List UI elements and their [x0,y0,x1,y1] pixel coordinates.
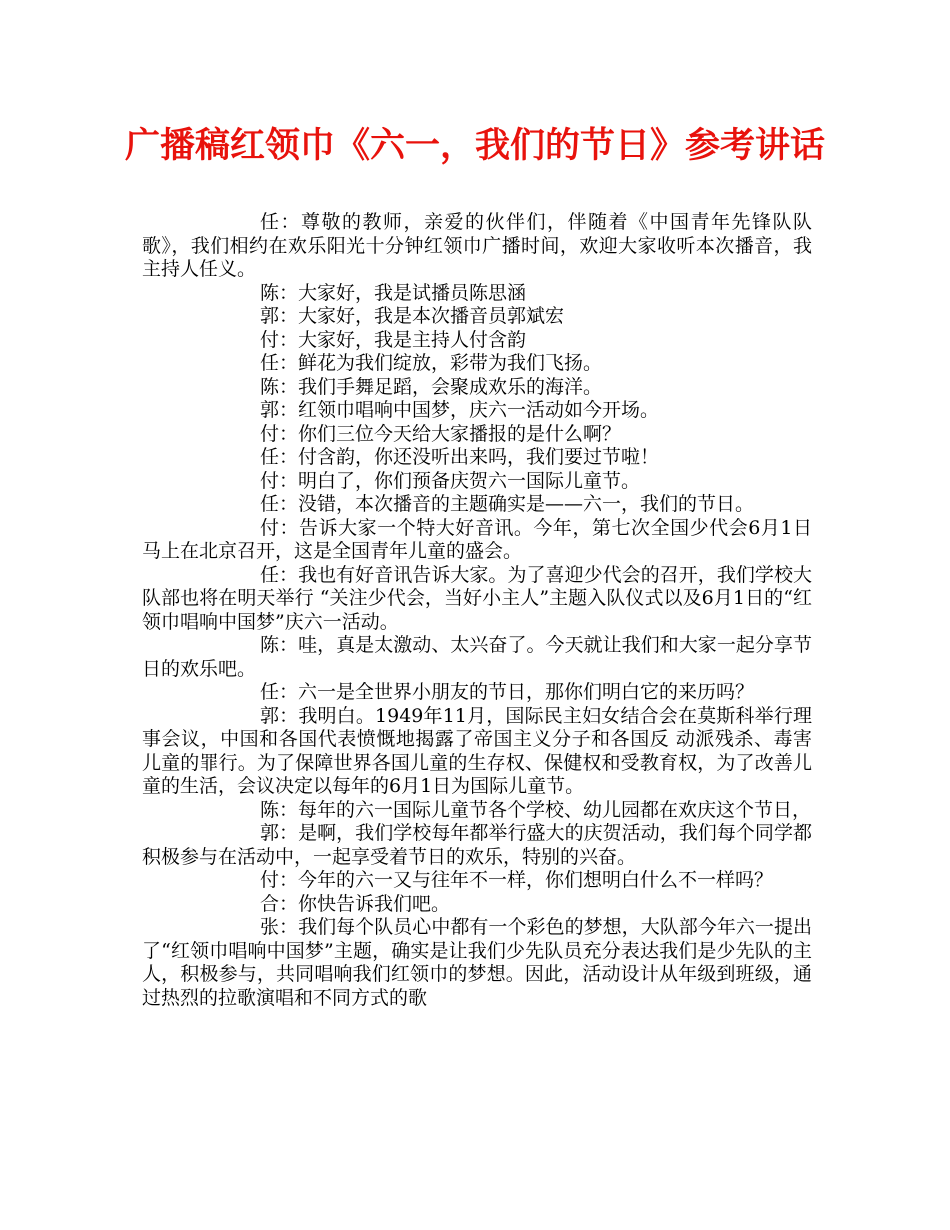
paragraph: 陈：大家好，我是试播员陈思涵 [260,281,527,304]
paragraph: 合：你快告诉我们吧。 [260,892,451,915]
paragraph: 任：尊敬的教师，亲爱的伙伴们，伴随着《中国青年先锋队队歌》，我们相约在欢乐阳光十分钟红领巾广播时间，欢迎大家收听本次播音，我主持人任义。 [142,211,812,280]
paragraph: 张：我们每个队员心中都有一个彩色的梦想，大队部今年六一提出了“红领巾唱响中国梦”主题，确实是让我们少先队员充分表达我们是少先队的主人，积极参与，共同唱响我们红领巾的梦想。因此，活动设计从年级到班级，通过热烈的拉歌演唱和不同方式的歌 [142,916,812,1009]
paragraph: 陈：哇，真是太激动、太兴奋了。今天就让我们和大家一起分享节日的欢乐吧。 [142,634,812,680]
paragraph: 郭：是啊，我们学校每年都举行盛大的庆贺活动，我们每个同学都积极参与在活动中，一起享受着节日的欢乐，特别的兴奋。 [142,822,812,868]
paragraph: 郭：我明白。1949年11月，国际民主妇女结合会在莫斯科举行理事会议，中国和各国代表愤慨地揭露了帝国主义分子和各国反 动派残杀、毒害儿童的罪行。为了保障世界各国儿童的生存权、保健权和受教育权，为了改善儿童的生活，会议决定以每年的6月1日为国际儿童节。 [142,704,812,797]
paragraph: 任：没错，本次播音的主题确实是——六一，我们的节日。 [260,493,755,515]
paragraph: 任：六一是全世界小朋友的节日，那你们明白它的来历吗？ [260,681,755,703]
paragraph: 任：付含韵，你还没听出来吗，我们要过节啦！ [260,446,660,468]
paragraph: 陈：每年的六一国际儿童节各个学校、幼儿园都在欢庆这个节日， [260,798,812,821]
paragraph: 付：告诉大家一个特大好音讯。今年，第七次全国少代会6月1日马上在北京召开，这是全国青年儿童的盛会。 [142,516,812,562]
paragraph: 郭：大家好，我是本次播音员郭斌宏 [260,305,565,327]
paragraph: 付：明白了，你们预备庆贺六一国际儿童节。 [260,469,641,492]
paragraph: 任：鲜花为我们绽放，彩带为我们飞扬。 [260,352,603,374]
paragraph: 陈：我们手舞足蹈，会聚成欢乐的海洋。 [260,375,603,398]
paragraph: 付：你们三位今天给大家播报的是什么啊？ [260,422,622,445]
document-title: 广播稿红领巾《六一，我们的节日》参考讲话 [124,126,825,166]
paragraph: 任：我也有好音讯告诉大家。为了喜迎少代会的召开，我们学校大队部也将在明天举行 “关注少代会，当好小主人”主题入队仪式以及6月1日的“红领巾唱响中国梦”庆六一活动。 [142,563,812,633]
paragraph: 郭：红领巾唱响中国梦，庆六一活动如今开场。 [260,399,660,421]
paragraph: 付：大家好，我是主持人付含韵 [260,328,527,351]
paragraph: 付：今年的六一又与往年不一样，你们想明白什么不一样吗？ [260,869,774,891]
document-body [142,211,812,1010]
